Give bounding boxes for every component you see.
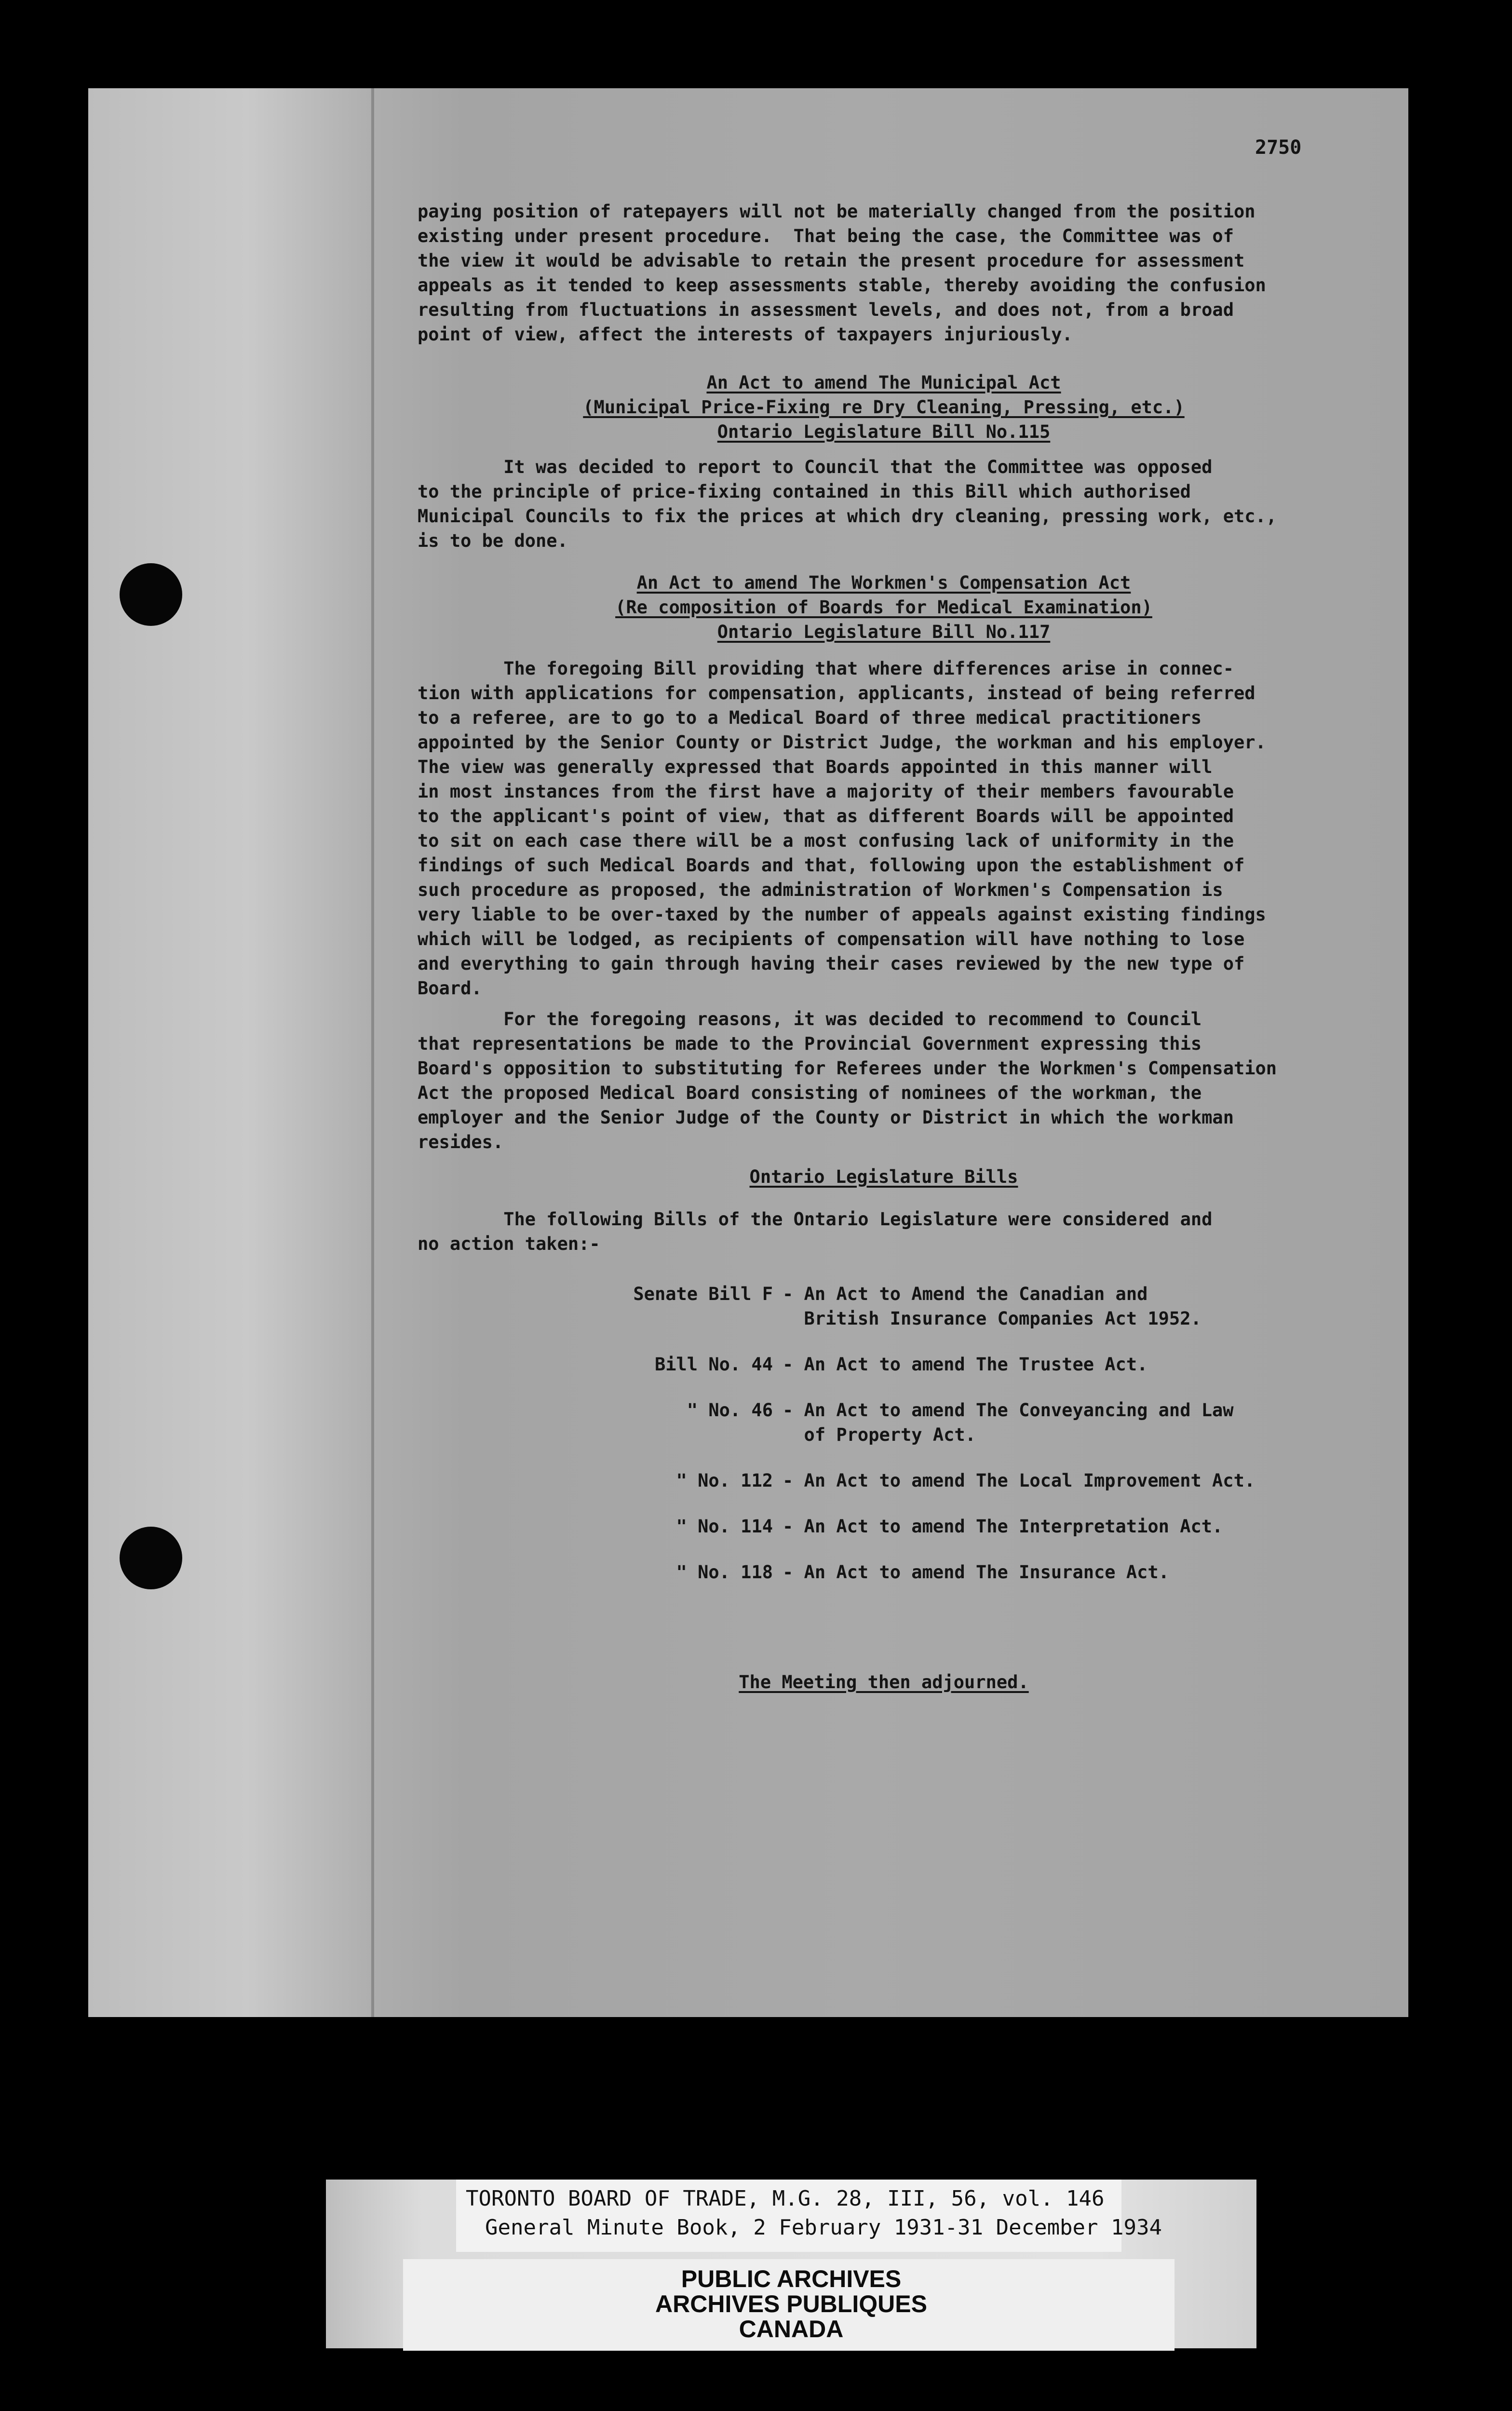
bill-id: " No. 112 [676,1470,773,1491]
bill-description: - An Act to amend The Local Improvement Act. [783,1470,1256,1491]
bill-id: " No. 46 [687,1400,773,1421]
paragraph-recommendation: For the foregoing reasons, it was decided to recommend to Council that representations be made to the Provincial Government expressing this Board's opposition to substituting for Referees under the Workmen's Compensation Act the proposed Medical Board consisting of nominees of the workman, the employer and the Senior Judge of the County or District in which the workman resides. [418,1009,1277,1152]
punch-hole-upper [120,563,182,626]
heading-workmens-compensation [522,570,1245,644]
archive-label [326,2180,1256,2348]
bill-id: " No. 114 [676,1516,773,1537]
bill-id: Senate Bill F [633,1284,773,1304]
archives-french: ARCHIVES PUBLIQUES [655,2290,927,2317]
heading-workmens-compensation-subtitle: (Re composition of Boards for Medical Examination) [615,597,1152,618]
bill-description: - An Act to Amend the Canadian and British Insurance Companies Act 1952. [783,1284,1202,1329]
archives-stamp [326,2266,1256,2342]
margin-rule [371,88,374,2017]
archives-english: PUBLIC ARCHIVES [681,2265,902,2292]
bill-description: - An Act to amend The Conveyancing and Law of Property Act. [783,1400,1234,1445]
heading-workmens-compensation-title: An Act to amend The Workmen's Compensation Act [636,572,1131,593]
closing-line [522,1670,1245,1694]
bill-description: - An Act to amend The Interpretation Act. [783,1516,1223,1537]
heading-municipal-act [522,370,1245,444]
heading-workmens-compensation-bill: Ontario Legislature Bill No.117 [717,622,1051,642]
bill-id: " No. 118 [676,1562,773,1583]
bill-id: Bill No. 44 [654,1354,773,1375]
archives-country: CANADA [739,2316,844,2343]
bill-description: - An Act to amend The Insurance Act. [783,1562,1169,1583]
archive-reference: TORONTO BOARD OF TRADE, M.G. 28, III, 56, vol. 146 [466,2186,1105,2211]
heading-ontario-bills [522,1165,1245,1189]
paragraph-bills-considered: The following Bills of the Ontario Legislature were considered and no action taken:- [418,1209,1213,1254]
document-page [88,88,1408,2017]
heading-municipal-act-title: An Act to amend The Municipal Act [706,372,1061,393]
heading-municipal-act-subtitle: (Municipal Price-Fixing re Dry Cleaning, Pressing, etc.) [583,397,1185,418]
heading-municipal-act-bill: Ontario Legislature Bill No.115 [717,421,1051,442]
page-number: 2750 [1255,136,1302,159]
bill-description: - An Act to amend The Trustee Act. [783,1354,1148,1375]
punch-hole-lower [120,1527,182,1589]
paragraph-assessment-appeals: paying position of ratepayers will not be materially changed from the position existing under present procedure. That being the case, the Committee was of the view it would be advisable to retain the present procedure for assessment appeals as it tended to keep assessments stable, thereby avoiding the confusion resulting from fluctuations in assessment levels, and does not, from a broad point of view, affect the interests of taxpayers injuriously. [418,201,1266,345]
paragraph-price-fixing: It was decided to report to Council that the Committee was opposed to the principle of price-fixing contained in this Bill which authorised Municipal Councils to fix the prices at which dry cleaning, pressing work, etc., is to be done. [418,457,1277,551]
archive-description: General Minute Book, 2 February 1931-31 December 1934 [485,2215,1162,2240]
closing-text: The Meeting then adjourned. [739,1672,1029,1693]
paragraph-medical-boards: The foregoing Bill providing that where differences arise in connec- tion with applications for compensation, applicants, instead of being referred to a referee, are to go to a Medical Board of three medical practitioners appointed by the Senior County or District Judge, the workman and his employer. The view was generally expressed that Boards appointed in this manner will in most instances from the first have a majority of their members favourable to the applicant's point of view, that as different Boards will be appointed to sit on each case there will be a most confusing lack of uniformity in the findings of such Medical Boards and that, following upon the establishment of such procedure as proposed, the administration of Workmen's Compensation is very liable to be over-taxed by the number of appeals against existing findings which will be lodged, as recipients of compensation will have nothing to lose and everything to gain through having their cases reviewed by the new type of Board. [418,658,1266,999]
heading-ontario-bills-title: Ontario Legislature Bills [749,1166,1018,1187]
